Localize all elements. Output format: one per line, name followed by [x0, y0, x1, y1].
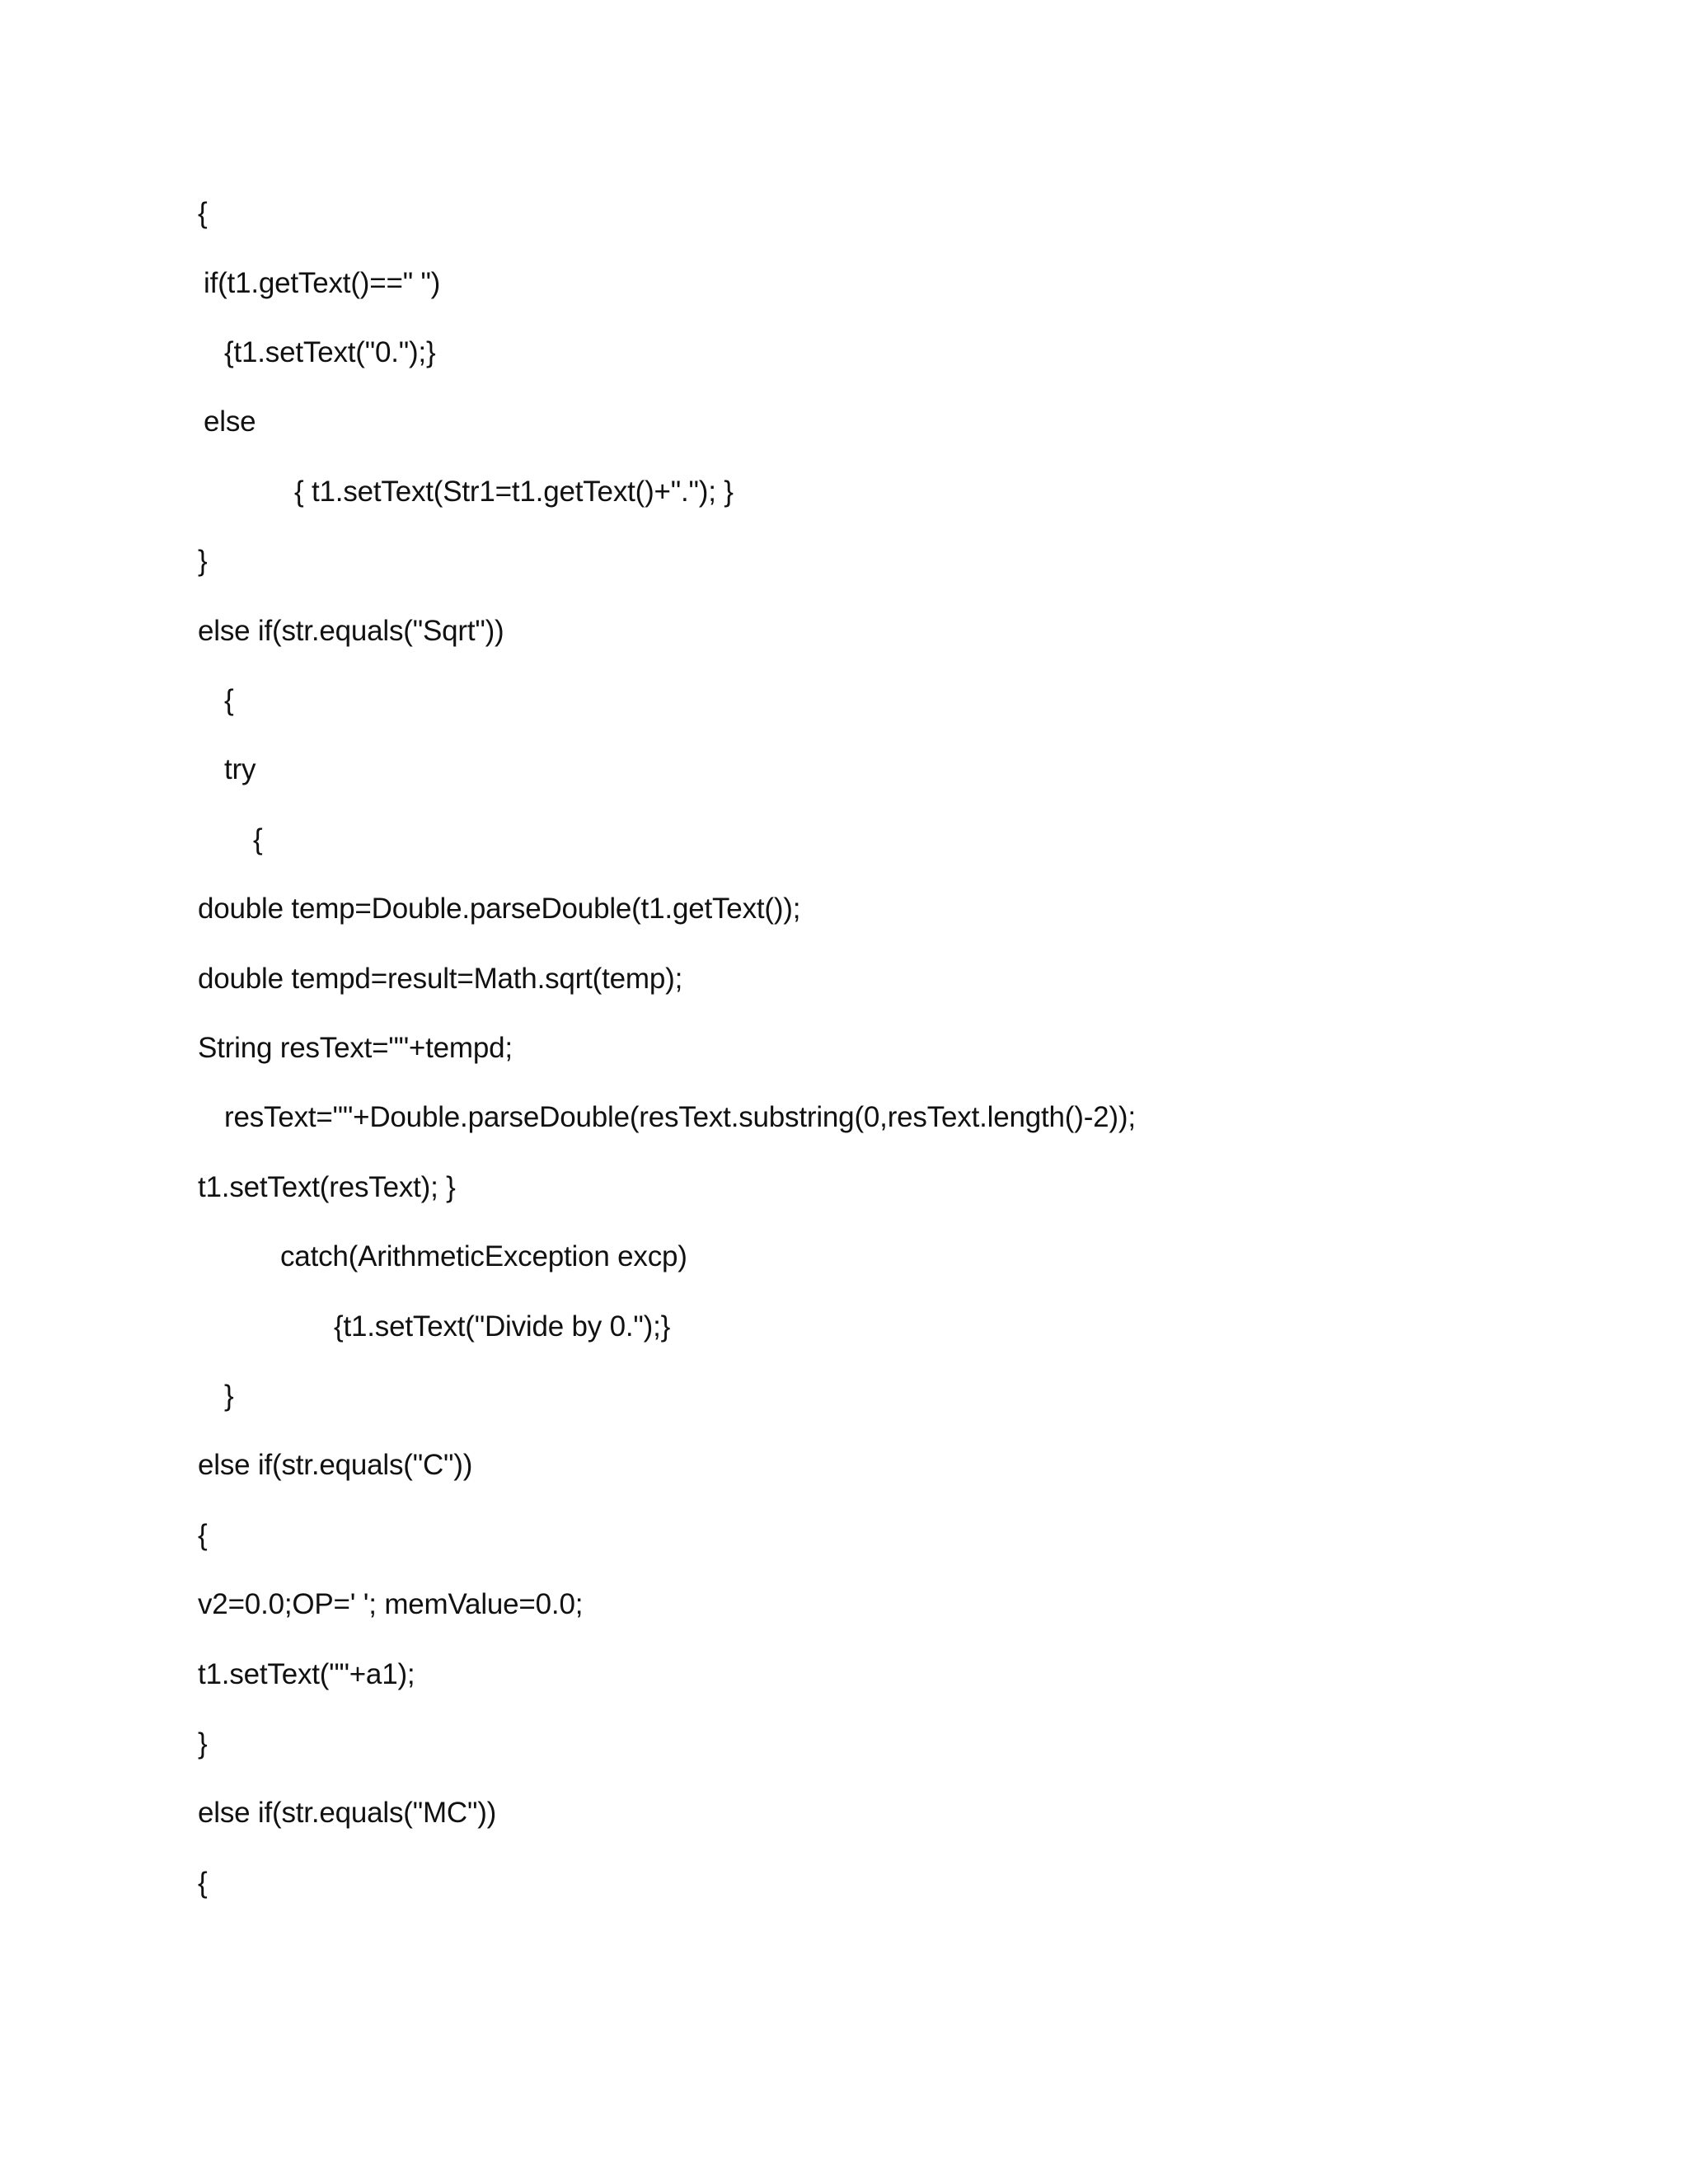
code-line-17: {t1.setText("Divide by 0.");} [334, 1310, 671, 1343]
code-line-21: v2=0.0;OP=' '; memValue=0.0; [198, 1588, 584, 1620]
code-line-11: double temp=Double.parseDouble(t1.getText()); [198, 893, 801, 925]
code-line-23: } [198, 1727, 208, 1760]
code-line-4: else [204, 405, 256, 438]
code-line-12: double tempd=result=Math.sqrt(temp); [198, 963, 683, 995]
code-line-10: { [253, 823, 263, 855]
code-line-1: { [198, 197, 208, 229]
code-line-16: catch(ArithmeticException excp) [280, 1240, 687, 1272]
code-line-19: else if(str.equals("C")) [198, 1449, 473, 1481]
code-line-22: t1.setText(""+a1); [198, 1658, 415, 1690]
code-line-5: { t1.setText(Str1=t1.getText()+"."); } [294, 476, 734, 508]
code-line-6: } [198, 545, 208, 577]
code-line-13: String resText=""+tempd; [198, 1032, 513, 1064]
code-line-18: } [224, 1380, 234, 1412]
code-line-8: { [224, 684, 234, 716]
code-line-9: try [224, 753, 256, 785]
code-line-15: t1.setText(resText); } [198, 1171, 456, 1203]
code-line-25: { [198, 1867, 208, 1899]
code-line-14: resText=""+Double.parseDouble(resText.substring(0,resText.length()-2)); [224, 1101, 1136, 1133]
code-line-2: if(t1.getText()==" ") [204, 267, 441, 299]
code-line-20: { [198, 1519, 208, 1551]
code-line-7: else if(str.equals("Sqrt")) [198, 615, 504, 647]
code-line-24: else if(str.equals("MC")) [198, 1797, 497, 1829]
code-line-3: {t1.setText("0.");} [224, 336, 436, 368]
